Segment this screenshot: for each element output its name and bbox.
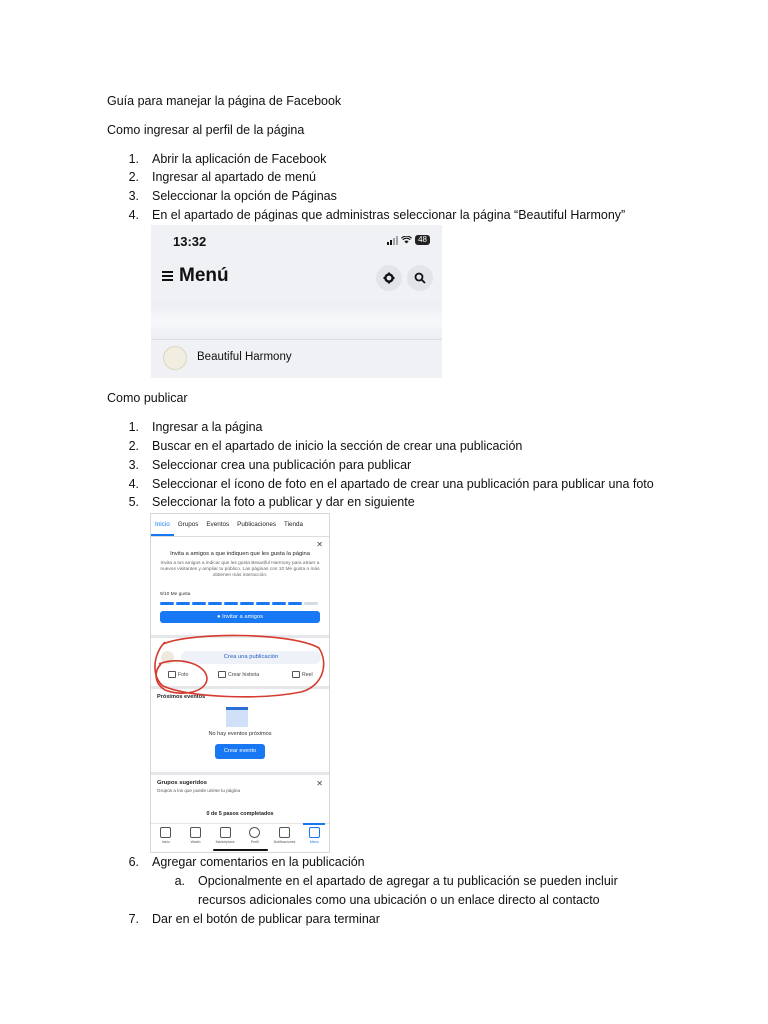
step-number: 3.	[128, 189, 139, 203]
step-number: 5.	[128, 495, 139, 509]
progress-segment	[208, 602, 222, 605]
profile-icon	[249, 827, 260, 838]
calendar-icon	[226, 707, 248, 727]
nav-label: Perfil	[250, 840, 259, 844]
substep-text: Opcionalmente en el apartado de agregar a tu publicación se pueden incluir	[198, 874, 618, 888]
progress-segment	[224, 602, 238, 605]
invite-description: Invita a tus amigos a indicar que les gusta Beautiful Harmony para atraer a nuevos visitantes y ampliar tu público. Las páginas con 10 Me gusta o más obtienen más interacción.	[160, 561, 320, 578]
page-home-screenshot	[150, 513, 330, 853]
invite-friends-label: Invitar a amigos	[222, 614, 264, 620]
home-icon	[160, 827, 171, 838]
substep-text: recursos adicionales como una ubicación o un enlace directo al contacto	[198, 893, 600, 907]
step-text: Abrir la aplicación de Facebook	[152, 152, 327, 166]
progress-segment	[304, 602, 318, 605]
step-text: Ingresar a la página	[152, 420, 263, 434]
person-add-icon: ●	[216, 614, 221, 620]
progress-segment	[272, 602, 286, 605]
document-title: Guía para manejar la página de Facebook	[107, 94, 342, 108]
photo-icon	[168, 671, 176, 678]
tab-eventos[interactable]: Eventos	[206, 521, 230, 528]
hamburger-icon	[309, 827, 320, 838]
step-text: Seleccionar el ícono de foto en el apartado de crear una publicación para publicar una foto	[152, 477, 654, 491]
invite-friends-button[interactable]	[160, 611, 320, 623]
section2-heading: Como publicar	[107, 391, 188, 405]
hamburger-icon	[162, 271, 173, 281]
step-number: 6.	[128, 855, 139, 869]
step-text: En el apartado de páginas que administras seleccionar la página “Beautiful Harmony”	[152, 208, 626, 222]
page-tabs	[151, 514, 329, 537]
progress-segment	[288, 602, 302, 605]
blurred-area	[151, 303, 442, 339]
nav-label: Inicio	[161, 840, 170, 844]
signal-icon	[387, 236, 398, 245]
step-number: 2.	[128, 170, 139, 184]
store-icon	[220, 827, 231, 838]
events-title: Próximos eventos	[157, 694, 206, 700]
groups-description: Grupos a los que puede unirse tu página	[157, 788, 241, 793]
create-event-button[interactable]: Crear evento	[215, 744, 265, 759]
reel-label: Reel	[302, 671, 313, 678]
divider	[151, 635, 329, 638]
steps-completed: 0 de 5 pasos completados	[206, 811, 274, 817]
nav-watch[interactable]	[181, 824, 211, 853]
status-time: 13:32	[173, 234, 207, 249]
story-icon	[218, 671, 226, 678]
nav-inicio[interactable]	[151, 824, 181, 853]
progress-segment	[176, 602, 190, 605]
divider	[151, 339, 442, 340]
page-avatar	[163, 346, 187, 370]
nav-notificaciones[interactable]	[270, 824, 300, 853]
progress-segment	[256, 602, 270, 605]
create-post-button[interactable]: Crea una publicación	[181, 651, 321, 664]
step-text: Seleccionar la opción de Páginas	[152, 189, 337, 203]
video-icon	[190, 827, 201, 838]
battery-icon: 48	[415, 235, 430, 245]
divider	[151, 772, 329, 775]
menu-screenshot	[151, 225, 442, 378]
photo-label: Foto	[178, 671, 189, 678]
groups-title: Grupos sugeridos	[157, 780, 207, 786]
tab-grupos[interactable]: Grupos	[177, 521, 199, 528]
home-indicator	[213, 849, 268, 851]
step-text: Buscar en el apartado de inicio la sección de crear una publicación	[152, 439, 523, 453]
step-number: 1.	[128, 420, 139, 434]
photo-button[interactable]	[168, 671, 188, 678]
step-text: Agregar comentarios en la publicación	[152, 855, 365, 869]
step-text: Ingresar al apartado de menú	[152, 170, 316, 184]
page-avatar	[161, 651, 174, 664]
search-icon	[414, 272, 426, 284]
reel-button[interactable]	[292, 671, 313, 678]
menu-heading	[162, 265, 229, 287]
create-story-button[interactable]	[218, 671, 259, 678]
progress-segment	[160, 602, 174, 605]
nav-label: Notificaciones	[273, 840, 296, 844]
divider	[151, 686, 329, 689]
nav-label: Watch	[190, 840, 201, 844]
substep-letter: a.	[174, 874, 185, 888]
progress-segment	[192, 602, 206, 605]
step-number: 7.	[128, 912, 139, 926]
invite-title: Invita a amigos a que indiquen que les gusta la página	[170, 551, 310, 557]
bell-icon	[279, 827, 290, 838]
step-text: Seleccionar la foto a publicar y dar en siguiente	[152, 495, 415, 509]
tab-inicio[interactable]: Inicio	[151, 514, 174, 536]
section1-heading: Como ingresar al perfil de la página	[107, 123, 305, 137]
step-number: 2.	[128, 439, 139, 453]
reel-icon	[292, 671, 300, 678]
step-number: 1.	[128, 152, 139, 166]
step-text: Seleccionar crea una publicación para publicar	[152, 458, 412, 472]
no-events-text: No hay eventos próximos	[208, 731, 272, 737]
wifi-icon	[401, 236, 412, 244]
step-number: 4.	[128, 208, 139, 222]
tab-publicaciones[interactable]: Publicaciones	[237, 521, 276, 528]
create-story-label: Crear historia	[228, 671, 260, 678]
close-icon[interactable]: ✕	[316, 779, 323, 788]
status-bar	[387, 235, 430, 245]
search-button[interactable]	[407, 265, 433, 291]
step-number: 4.	[128, 477, 139, 491]
page-name-link[interactable]: Beautiful Harmony	[197, 351, 292, 363]
progress-segment	[240, 602, 254, 605]
nav-label: Marketplace	[215, 840, 235, 844]
gear-icon	[383, 272, 395, 284]
nav-label: Menú	[309, 840, 319, 844]
likes-progress-bar	[160, 602, 318, 605]
step-text: Dar en el botón de publicar para terminar	[152, 912, 380, 926]
menu-title: Menú	[179, 265, 229, 286]
close-icon[interactable]: ✕	[316, 540, 323, 549]
tab-tienda[interactable]: Tienda	[283, 521, 304, 528]
nav-menu[interactable]	[299, 824, 329, 853]
likes-count: 9/10 Me gusta	[160, 592, 191, 597]
settings-button[interactable]	[376, 265, 402, 291]
step-number: 3.	[128, 458, 139, 472]
